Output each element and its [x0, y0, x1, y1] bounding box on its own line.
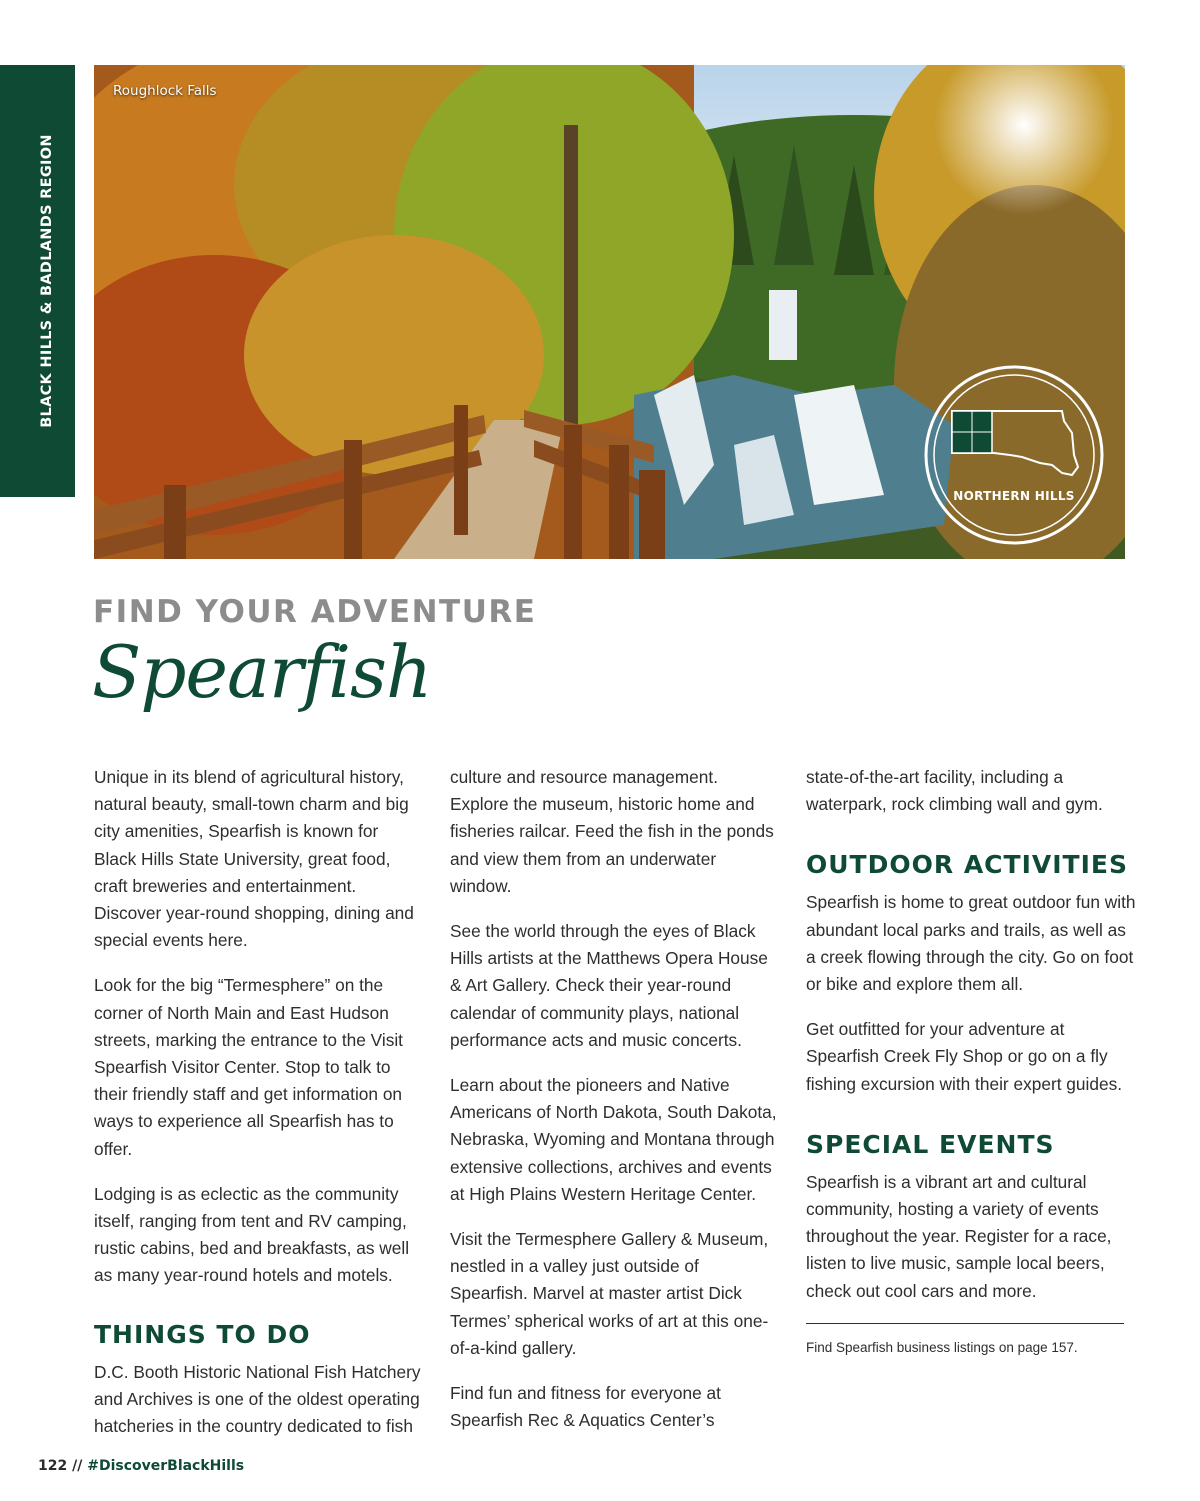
paragraph: Spearfish is a vibrant art and cultural community, hosting a variety of events throughout the year. Register for a race, listen to live music, sample local beers, check out cool cars and more. [806, 1171, 1112, 1301]
paragraph: state-of-the-art facility, including a waterpark, rock climbing wall and gym. [806, 767, 1103, 815]
northern-hills-badge [922, 363, 1106, 547]
divider [806, 1323, 1124, 1324]
things-to-do-heading: THINGS TO DO [94, 1319, 311, 1349]
column-2 [450, 764, 780, 1452]
column-1 [94, 764, 424, 1458]
paragraph: D.C. Booth Historic National Fish Hatchery and Archives is one of the oldest operating hatcheries in the country dedicated to fish [94, 1361, 421, 1437]
paragraph: Find fun and fitness for everyone at Spearfish Rec & Aquatics Center’s [450, 1383, 721, 1431]
photo-caption: Roughlock Falls [113, 83, 217, 99]
paragraph: Learn about the pioneers and Native Americans of North Dakota, South Dakota, Nebraska, Wyoming and Montana through extensive collections, archives and events at High Plains Western Heritage Center. [450, 1075, 777, 1204]
south-dakota-map-icon [922, 363, 1106, 547]
region-side-tab [0, 65, 75, 497]
page-footer [38, 1458, 244, 1474]
business-listing-note: Find Spearfish business listings on page 157. [806, 1339, 1078, 1355]
page-number: 122 [38, 1458, 68, 1474]
paragraph: Lodging is as eclectic as the community itself, ranging from tent and RV camping, rustic cabins, bed and breakfasts, as well as many year-round hotels and motels. [94, 1183, 410, 1286]
paragraph: Spearfish is home to great outdoor fun with abundant local parks and trails, as well as a creek flowing through the city. Go on foot or bike and explore them all. [806, 892, 1136, 995]
paragraph: Look for the big “Termesphere” on the corner of North Main and East Hudson streets, marking the entrance to the Visit Spearfish Visitor Center. Stop to talk to their friendly staff and get information on ways to experience all Spearfish has to offer. [94, 975, 403, 1159]
paragraph: culture and resource management. Explore the museum, historic home and fisheries railcar. Feed the fish in the ponds and view them from an underwater window. [450, 767, 774, 896]
paragraph: Unique in its blend of agricultural history, natural beauty, small-town charm and big city amenities, Spearfish is known for Black Hills State University, great food, craft breweries and entertainment. Discover year-round shopping, dining and special events here. [94, 767, 414, 951]
region-side-label: BLACK HILLS & BADLANDS REGION [39, 134, 55, 428]
badge-label: NORTHERN HILLS [953, 489, 1075, 503]
section-kicker: FIND YOUR ADVENTURE [93, 594, 537, 630]
paragraph: Visit the Termesphere Gallery & Museum, nestled in a valley just outside of Spearfish. Marvel at master artist Dick Termes’ spherical works of art at this one-of-a-kind gallery. [450, 1229, 769, 1358]
footer-separator: // [72, 1458, 83, 1474]
column-3 [806, 764, 1136, 1355]
page-title: Spearfish [92, 630, 432, 714]
paragraph: Get outfitted for your adventure at Spearfish Creek Fly Shop or go on a fly fishing excursion with their expert guides. [806, 1019, 1123, 1094]
hero-photo [94, 65, 1125, 559]
paragraph: See the world through the eyes of Black Hills artists at the Matthews Opera House & Art Gallery. Check their year-round calendar of community plays, national performance acts and music concerts. [450, 921, 768, 1050]
outdoor-activities-heading: OUTDOOR ACTIVITIES [806, 850, 1128, 880]
hashtag: #DiscoverBlackHills [87, 1458, 245, 1474]
special-events-heading: SPECIAL EVENTS [806, 1129, 1055, 1159]
